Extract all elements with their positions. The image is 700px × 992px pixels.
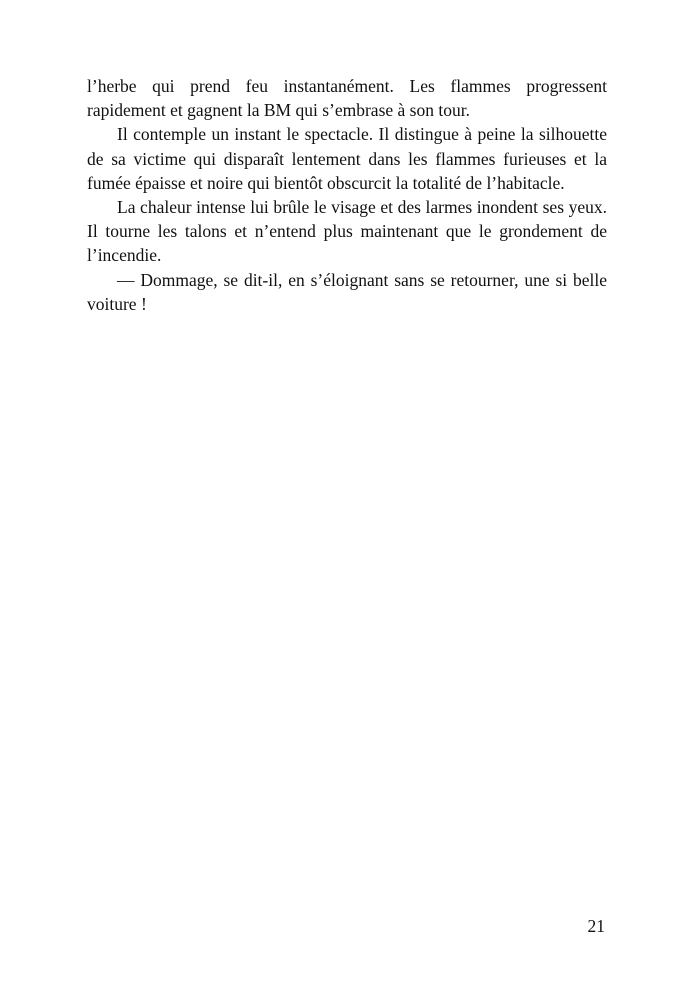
paragraph-2: Il contemple un instant le spectacle. Il distingue à peine la silhouette de sa victime qui disparaît lentement dans les flammes furieuses et la fumée épaisse et noire qui bientôt obscurcit la totalité de l’habitacle.	[87, 124, 607, 193]
body-text	[87, 74, 607, 316]
paragraph-3: La chaleur intense lui brûle le visage et des larmes inondent ses yeux. Il tourne les talons et n’entend plus maintenant que le grondement de l’incendie.	[87, 197, 607, 266]
paragraph-4-dialogue: — Dommage, se dit-il, en s’éloignant sans se retourner, une si belle voiture !	[87, 269, 607, 314]
paragraph-1: l’herbe qui prend feu instantanément. Les flammes progressent rapidement et gagnent la BM qui s’embrase à son tour.	[87, 76, 607, 121]
page-number: 21	[587, 916, 605, 936]
